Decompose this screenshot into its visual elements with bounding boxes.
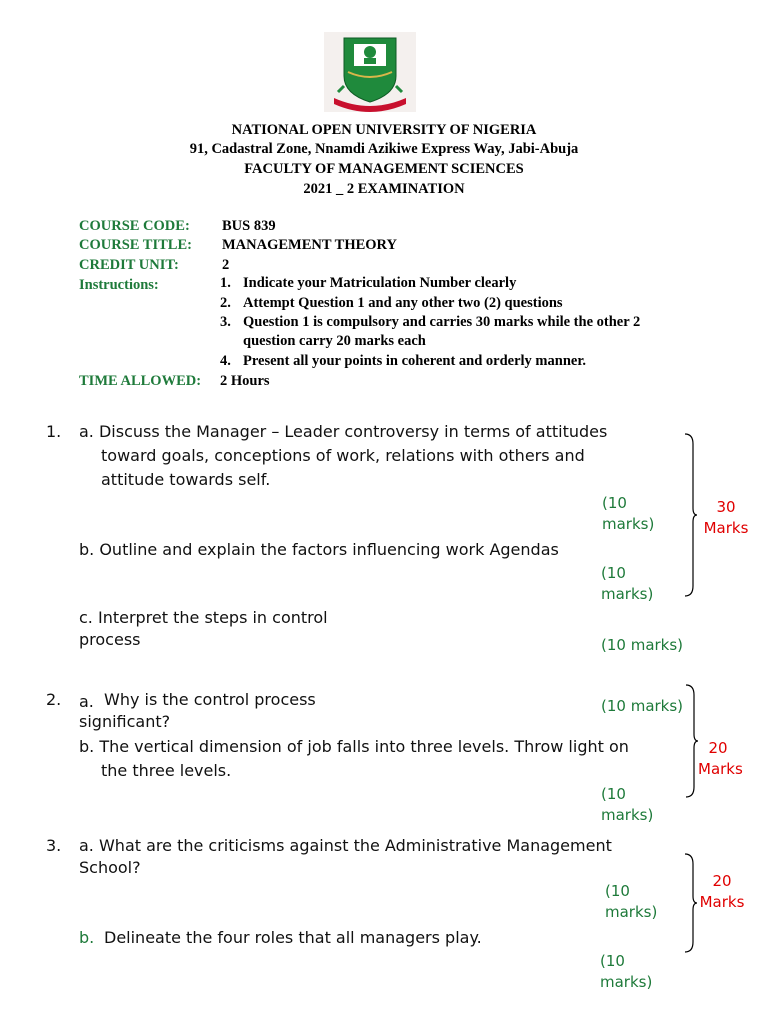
question-total: 30 Marks xyxy=(703,498,749,537)
marks-label: (10 marks) xyxy=(601,564,654,603)
course-code-label: COURSE CODE: xyxy=(79,218,190,234)
faculty-name: FACULTY OF MANAGEMENT SCIENCES xyxy=(244,161,524,177)
brace-icon xyxy=(684,683,698,799)
time-allowed: 2 Hours xyxy=(220,373,270,389)
question-number: 3. xyxy=(46,836,62,855)
question-3b-text: Delineate the four roles that all managers play. xyxy=(104,928,482,947)
course-title-label: COURSE TITLE: xyxy=(79,237,192,253)
question-2a-prefix: a. xyxy=(79,692,94,711)
instruction-text: Attempt Question 1 and any other two (2) questions xyxy=(243,295,563,311)
question-3b-prefix: b. xyxy=(79,928,95,947)
university-address: 91, Cadastral Zone, Nnamdi Azikiwe Express Way, Jabi-Abuja xyxy=(189,141,579,157)
brace-icon xyxy=(683,432,697,598)
instruction-text: question carry 20 marks each xyxy=(243,333,426,349)
instruction-number: 3. xyxy=(220,314,231,330)
question-1c-text: process xyxy=(79,630,141,649)
question-3a-text: School? xyxy=(79,858,141,877)
question-2b-text: b. The vertical dimension of job falls into three levels. Throw light on xyxy=(79,737,629,756)
question-number: 2. xyxy=(46,690,62,709)
exam-session: 2021 _ 2 EXAMINATION xyxy=(303,181,465,197)
marks-label: (10 marks) xyxy=(602,494,655,533)
marks-label: (10 marks) xyxy=(601,785,654,824)
question-number: 1. xyxy=(46,422,62,441)
instruction-number: 2. xyxy=(220,295,231,311)
question-2b-text: the three levels. xyxy=(101,761,232,780)
question-1b-text: b. Outline and explain the factors influencing work Agendas xyxy=(79,540,559,559)
university-name: NATIONAL OPEN UNIVERSITY OF NIGERIA xyxy=(231,122,537,138)
question-1a-text: toward goals, conceptions of work, relations with others and xyxy=(101,446,585,465)
question-1a-text: a. Discuss the Manager – Leader controversy in terms of attitudes xyxy=(79,422,608,441)
question-2a-text: significant? xyxy=(79,712,171,731)
marks-label: (10 marks) xyxy=(601,697,684,715)
instruction-text: Present all your points in coherent and orderly manner. xyxy=(243,353,587,369)
marks-label: (10 marks) xyxy=(601,636,684,654)
university-logo xyxy=(324,32,416,112)
question-total: 20 Marks xyxy=(699,872,745,911)
instruction-text: Question 1 is compulsory and carries 30 marks while the other 2 xyxy=(243,314,641,330)
instruction-text: Indicate your Matriculation Number clearly xyxy=(243,275,517,291)
credit-unit: 2 xyxy=(222,257,230,273)
instruction-number: 4. xyxy=(220,353,231,369)
question-2a-text: Why is the control process xyxy=(104,690,316,709)
question-3a-text: a. What are the criticisms against the Administrative Management xyxy=(79,836,612,855)
marks-label: (10 marks) xyxy=(600,952,653,991)
question-1c-text: c. Interpret the steps in control xyxy=(79,608,328,627)
course-title: MANAGEMENT THEORY xyxy=(222,237,397,253)
question-1a-text: attitude towards self. xyxy=(101,470,271,489)
course-code: BUS 839 xyxy=(222,218,276,234)
instructions-label: Instructions: xyxy=(79,277,159,293)
credit-unit-label: CREDIT UNIT: xyxy=(79,257,179,273)
question-total: 20 Marks xyxy=(698,739,743,778)
marks-label: (10 marks) xyxy=(605,882,658,921)
instruction-number: 1. xyxy=(220,275,231,291)
time-allowed-label: TIME ALLOWED: xyxy=(79,373,202,389)
